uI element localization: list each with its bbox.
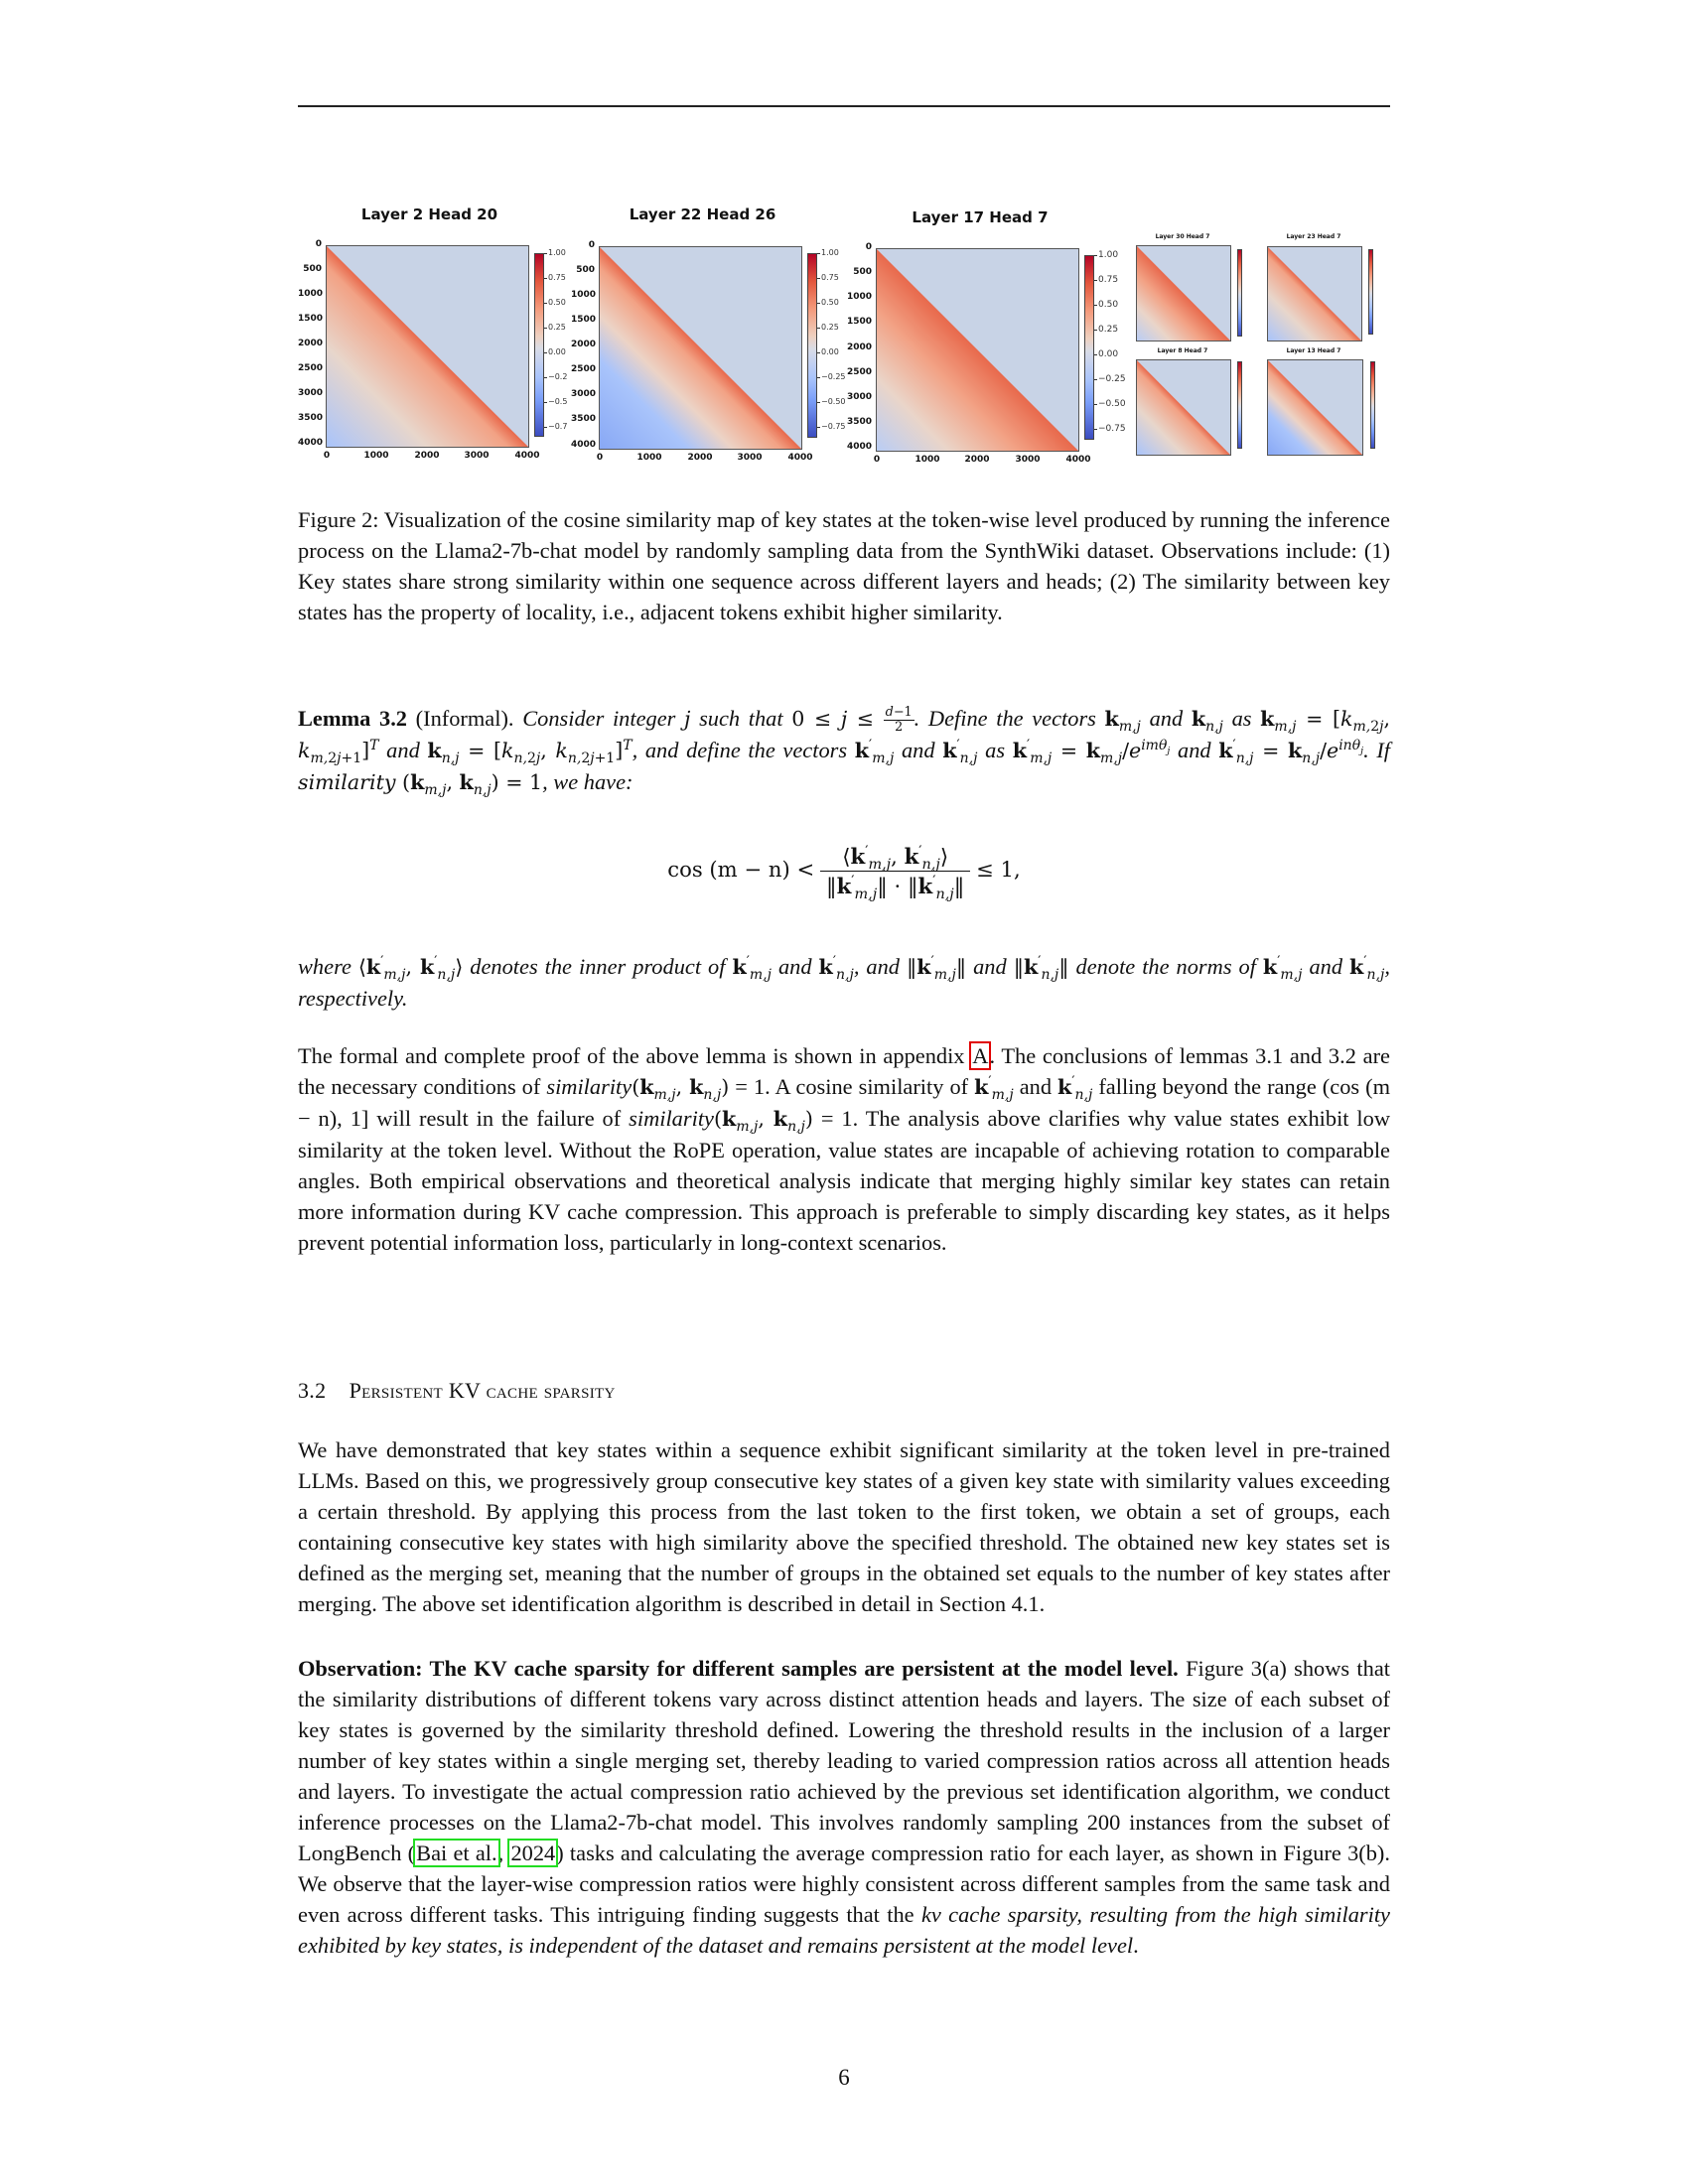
x-tick: 2000 xyxy=(687,453,713,463)
y-tick: 4000 xyxy=(571,440,597,450)
x-tick: 3000 xyxy=(464,451,490,461)
x-tick: 2000 xyxy=(964,455,990,465)
heatmap-plot xyxy=(1267,359,1363,456)
colorbar-tick: −0.50 xyxy=(1098,399,1126,409)
panel-title: Layer 22 Head 26 xyxy=(629,205,776,223)
where-text: , and xyxy=(853,954,900,979)
y-tick: 2500 xyxy=(571,364,597,374)
colorbar-tick: −0.2 xyxy=(548,372,568,381)
y-tick: 2500 xyxy=(846,367,872,377)
lemma-text: as xyxy=(985,738,1006,763)
where-text: and xyxy=(973,954,1007,979)
lemma-text: Consider integer xyxy=(522,706,676,731)
header-rule xyxy=(298,105,1390,107)
paragraph-text: similarity xyxy=(546,1074,633,1099)
colorbar xyxy=(534,253,544,437)
colorbar xyxy=(807,253,817,438)
paragraph-text: and xyxy=(1019,1074,1053,1099)
colorbar-tick: 0.25 xyxy=(548,323,566,332)
paragraph-text: We have demonstrated that key states within a sequence exhibit significant similarity at the token level in pre-trained LLMs. Based on this, we progressively group consecutive key states of a given key state with similarity values exceeding a certain threshold. By applying this process from the last token to the first token, we obtain a set of groups, each containing consecutive key states with high similarity above the specified threshold. The obtained new key states set is defined as the merging set, meaning that the number of groups in the obtained set equals to the number of key states after merging. The above set identification algorithm is described in detail in Section 4.1. xyxy=(298,1437,1390,1616)
paragraph-merging-set xyxy=(298,1434,1390,1619)
heatmap-panel-layer17-head7 xyxy=(846,204,1124,467)
colorbar-tick: 0.50 xyxy=(1098,300,1119,310)
paragraph-text: , xyxy=(497,1841,510,1865)
appendix-link[interactable]: A xyxy=(972,1043,989,1068)
lemma-where-clause: where $⟨k'_{m,j}$, $k'_{n,j}⟩$ denotes the inner product of $k'_{m,j}$ and $k'_{n,j}$, and $‖k'_{m,j}‖$ and $‖k'_{n,j}‖$ denote the norms of $k'_{m,j}$ and $k'_{n,j}$, respectively. xyxy=(298,954,1390,1011)
y-tick: 4000 xyxy=(298,438,324,448)
heatmap-panel-layer13-head7 xyxy=(1253,347,1392,467)
heatmap-plot xyxy=(876,248,1079,452)
y-tick: 2000 xyxy=(571,340,597,349)
paragraph-text: = 1. The analysis above clarifies why value states exhibit low similarity at the token level. Without the RoPE operation, value states are incapable of achieving rotation to comparable angles. Both empirical observations and theoretical analysis indicate that merging highly similar key states can retain more information during KV cache compression. This approach is preferable to simply discarding key states, as it helps prevent potential information loss, particularly in long-context scenarios. xyxy=(298,1106,1391,1255)
colorbar-tick: 0.00 xyxy=(1098,349,1119,359)
y-tick: 0 xyxy=(588,240,595,250)
colorbar-tick: 0.75 xyxy=(548,273,566,282)
y-tick: 1500 xyxy=(846,317,872,327)
panel-title: Layer 30 Head 7 xyxy=(1155,233,1210,240)
colorbar-tick: −0.75 xyxy=(821,422,846,431)
x-tick: 4000 xyxy=(787,453,813,463)
citation-link-author[interactable]: Bai et al. xyxy=(416,1841,497,1865)
x-tick: 1000 xyxy=(914,455,940,465)
colorbar-tick: 0.00 xyxy=(821,347,839,356)
lemma-3-2: Lemma 3.2 (Informal). Consider integer j such that 0 ≤ j ≤ $\frac{d-1}{2}$ . Define the vectors $k_{m,j}$ and $k_{n,j}$ as $k_{m,j} = [k_{m,2j}$, $k_{m,2j+1}]^T$ and $k_{n,j} = [k_{n,2j}$, $k_{n,2j+1}]^T$, and define the vectors $k'_{m,j}$ and $k'_{n,j}$ as $k'_{m,j} = k_{m,j}/e^{im\theta_j}$ and $k'_{n,j} = k_{n,j}/e^{in\theta_j}$. If similarity ($k_{m,j}$, $k_{n,j}) = 1$, we have: xyxy=(298,704,1391,799)
lemma-text: such that xyxy=(699,706,783,731)
equation-fraction: $\frac{⟨k'_{m,j}, k'_{n,j}⟩}{‖k'_{m,j}‖ \cdot ‖k'_{n,j}‖}$ xyxy=(820,844,970,898)
colorbar-tick: −0.25 xyxy=(1098,374,1126,384)
heatmap-plot xyxy=(1136,359,1231,456)
page-number: 6 xyxy=(838,2065,850,2090)
x-tick: 0 xyxy=(873,455,881,465)
colorbar-tick: −0.5 xyxy=(548,397,568,406)
lemma-text: , and define the vectors xyxy=(632,738,848,763)
where-text: denote the norms of xyxy=(1075,954,1256,979)
figure-caption xyxy=(298,504,1390,627)
y-tick: 1500 xyxy=(298,314,324,324)
colorbar-tick: 0.75 xyxy=(821,273,839,282)
y-tick: 4000 xyxy=(846,442,872,452)
colorbar xyxy=(1237,361,1242,449)
paragraph-text: Figure 3(a) shows that the similarity distributions of different tokens vary across distinct attention heads and layers. The size of each subset of key states is governed by the similarity threshold defined. Lowering the threshold results in the inclusion of a larger number of key states within a single merging set, thereby leading to varied compression ratios across all attention heads and layers. To investigate the actual compression ratio achieved by the previous set identification algorithm, we conduct inference processes on the Llama2-7b-chat model. This involves randomly sampling 200 instances from the subset of LongBench ( xyxy=(298,1656,1390,1865)
heatmap-plot xyxy=(1136,245,1231,341)
y-tick: 1500 xyxy=(571,315,597,325)
y-tick: 500 xyxy=(303,264,322,274)
x-tick: 0 xyxy=(323,451,331,461)
x-tick: 0 xyxy=(596,453,604,463)
colorbar-tick: 0.50 xyxy=(548,298,566,307)
colorbar-tick: 0.25 xyxy=(821,323,839,332)
lemma-text: as xyxy=(1231,706,1252,731)
y-tick: 3000 xyxy=(298,388,324,398)
observation-heading: Observation: The KV cache sparsity for different samples are persistent at the model level. xyxy=(298,1656,1179,1681)
heatmap-plot xyxy=(326,245,529,448)
lemma-text: . Define the vectors xyxy=(914,706,1096,731)
colorbar xyxy=(1370,361,1375,449)
colorbar-tick: −0.7 xyxy=(548,422,568,431)
citation-link-year[interactable]: 2024 xyxy=(510,1841,556,1865)
colorbar-tick: 1.00 xyxy=(548,248,566,257)
colorbar xyxy=(1237,249,1242,337)
y-tick: 2000 xyxy=(298,339,324,348)
heatmap-plot xyxy=(599,246,802,450)
heatmap-panel-layer30-head7 xyxy=(1122,233,1261,350)
lemma-text: and xyxy=(901,738,935,763)
where-text: and xyxy=(1309,954,1343,979)
paragraph-text: . The conclusions of lemmas 3.1 and 3.2 are the necessary conditions of xyxy=(298,1043,1390,1099)
paragraph-observation xyxy=(298,1653,1390,1961)
lemma-text: and xyxy=(1149,706,1184,731)
where-text: and xyxy=(777,954,812,979)
heatmap-panel-layer2-head20 xyxy=(298,204,566,467)
colorbar-tick: −0.75 xyxy=(1098,424,1126,434)
y-tick: 2500 xyxy=(298,363,324,373)
lemma-label: Lemma 3.2 xyxy=(298,706,408,731)
panel-title: Layer 23 Head 7 xyxy=(1286,233,1341,240)
lemma-text: , we have: xyxy=(542,769,633,795)
x-tick: 4000 xyxy=(1065,455,1091,465)
colorbar xyxy=(1368,249,1373,335)
y-tick: 1000 xyxy=(846,292,872,302)
colorbar-tick: 0.50 xyxy=(821,298,839,307)
x-tick: 3000 xyxy=(1015,455,1041,465)
lemma-qualifier: (Informal). xyxy=(415,706,514,731)
section-title: ersistent KV cache sparsity xyxy=(361,1378,616,1403)
colorbar-tick: 0.00 xyxy=(548,347,566,356)
y-tick: 3500 xyxy=(298,413,324,423)
figure-2 xyxy=(298,204,1400,467)
y-tick: 0 xyxy=(315,239,322,249)
y-tick: 0 xyxy=(865,242,872,252)
paragraph-text: . xyxy=(1133,1933,1139,1958)
heatmap-panel-layer22-head26 xyxy=(571,204,846,467)
y-tick: 2000 xyxy=(846,342,872,352)
y-tick: 3000 xyxy=(846,392,872,402)
colorbar-tick: 0.75 xyxy=(1098,275,1119,285)
paragraph-text: = 1. A cosine similarity of xyxy=(735,1074,969,1099)
y-tick: 500 xyxy=(853,267,872,277)
where-text: , respectively. xyxy=(298,954,1390,1011)
x-tick: 1000 xyxy=(636,453,662,463)
paragraph-text: falling beyond the range (cos (m − n), 1] will result in the failure of xyxy=(298,1074,1390,1131)
equation-rhs: ≤ 1, xyxy=(976,856,1021,882)
y-tick: 3500 xyxy=(846,417,872,427)
colorbar xyxy=(1084,255,1094,440)
y-tick: 3500 xyxy=(571,414,597,424)
paragraph-text: The formal and complete proof of the above lemma is shown in appendix xyxy=(298,1043,965,1068)
where-text: denotes the inner product of xyxy=(470,954,726,979)
colorbar-tick: −0.50 xyxy=(821,397,846,406)
x-tick: 1000 xyxy=(363,451,389,461)
panel-title: Layer 2 Head 20 xyxy=(360,205,498,223)
emphasized-conclusion: kv cache sparsity, resulting from the high similarity exhibited by key states, is independent of the dataset and remains persistent at the model level xyxy=(298,1902,1390,1958)
section-heading-3-2 xyxy=(298,1378,616,1404)
x-tick: 3000 xyxy=(737,453,763,463)
x-tick: 2000 xyxy=(414,451,440,461)
paragraph-text: similarity xyxy=(629,1106,714,1131)
section-number: 3.2 xyxy=(298,1378,327,1403)
where-text: where xyxy=(298,954,352,979)
heatmap-plot xyxy=(1267,246,1362,341)
lemma-text: and xyxy=(1178,738,1211,763)
y-tick: 1000 xyxy=(298,289,324,299)
panel-title: Layer 13 Head 7 xyxy=(1286,347,1341,354)
y-tick: 3000 xyxy=(571,389,597,399)
paragraph-proof-discussion: The formal and complete proof of the above lemma is shown in appendix A. The conclusions of lemmas 3.1 and 3.2 are the necessary conditions of $similarity(k_{m,j}$, $k_{n,j}) = 1$. A cosine similarity of $k'_{m,j}$ and $k'_{n,j}$ falling beyond the range (cos (m − n), 1] will result in the failure of $similarity(k_{m,j}$, $k_{n,j}) = 1$. The analysis above clarifies why value states exhibit low similarity at the token level. Without the RoPE operation, value states are incapable of achieving rotation to comparable angles. Both empirical observations and theoretical analysis indicate that merging highly similar key states can retain more information during KV cache compression. This approach is preferable to simply discarding key states, as it helps prevent potential information loss, particularly in long-context scenarios. xyxy=(298,1043,1391,1255)
colorbar-tick: 0.25 xyxy=(1098,325,1119,335)
lemma-text: . If xyxy=(1363,738,1391,763)
y-tick: 500 xyxy=(576,265,595,275)
lemma-text: and xyxy=(386,738,420,763)
panel-title: Layer 17 Head 7 xyxy=(912,208,1049,226)
heatmap-panel-layer8-head7 xyxy=(1122,347,1261,467)
display-equation xyxy=(298,843,1390,903)
colorbar-tick: 1.00 xyxy=(821,248,839,257)
heatmap-panel-layer23-head7 xyxy=(1253,233,1392,350)
y-tick: 1000 xyxy=(571,290,597,300)
paragraph-text: ) tasks and calculating the average compression ratio for each layer, as shown in Figure 3(b). We observe that the layer-wise compression ratios were highly consistent across different samples from the same task and even across different tasks. This intriguing finding suggests that the xyxy=(298,1841,1390,1927)
equation-lhs: cos (m − n) < xyxy=(667,856,815,882)
panel-title: Layer 8 Head 7 xyxy=(1157,347,1208,354)
colorbar-tick: −0.25 xyxy=(821,372,846,381)
caption-text: Figure 2: Visualization of the cosine similarity map of key states at the token-wise level produced by running the inference process on the Llama2-7b-chat model by randomly sampling data from the SynthWiki dataset. Observations include: (1) Key states share strong similarity within one sequence across different layers and heads; (2) The similarity between key states has the property of locality, i.e., adjacent tokens exhibit higher similarity. xyxy=(298,507,1390,624)
x-tick: 4000 xyxy=(514,451,540,461)
section-title-initial: P xyxy=(349,1378,362,1403)
colorbar-tick: 1.00 xyxy=(1098,250,1119,260)
